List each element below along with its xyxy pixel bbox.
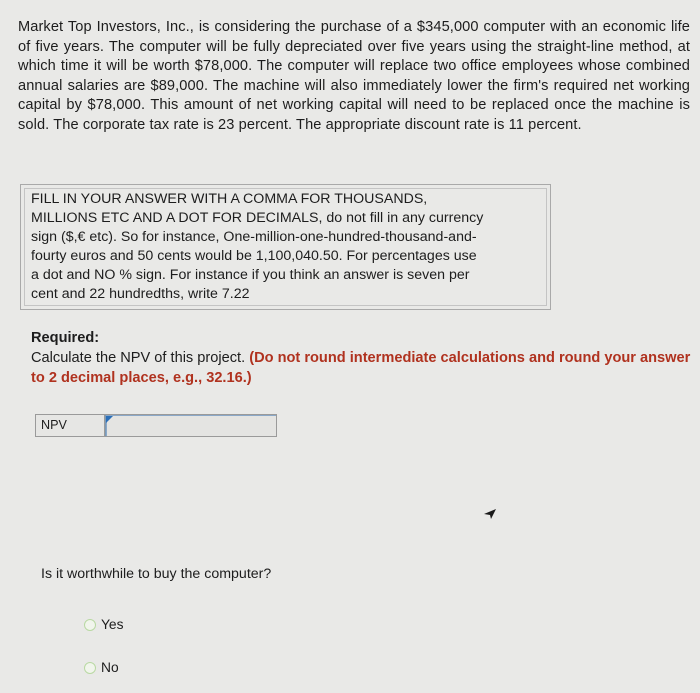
required-instruction: Calculate the NPV of this project. xyxy=(31,350,246,366)
worthwhile-question: Is it worthwhile to buy the computer? xyxy=(41,566,272,582)
mouse-cursor-icon xyxy=(483,506,497,520)
instruction-line: fourty euros and 50 cents would be 1,100,040.50. For percentages use xyxy=(31,248,477,264)
npv-input[interactable] xyxy=(105,415,276,436)
instruction-text xyxy=(24,188,547,306)
instruction-line: FILL IN YOUR ANSWER WITH A COMMA FOR THOUSANDS, xyxy=(31,191,428,207)
radio-label-yes: Yes xyxy=(101,617,124,632)
radio-option-no[interactable] xyxy=(84,660,119,675)
npv-answer-row xyxy=(35,414,277,437)
radio-label-no: No xyxy=(101,660,119,675)
npv-label: NPV xyxy=(36,415,105,436)
npv-input-wrap xyxy=(105,415,276,436)
required-label: Required: xyxy=(31,330,100,346)
required-text xyxy=(31,349,691,388)
input-corner-marker-icon xyxy=(106,416,113,423)
instruction-box xyxy=(20,184,551,310)
instruction-line: sign ($,€ etc). So for instance, One-million-one-hundred-thousand-and- xyxy=(31,229,477,245)
radio-circle-icon[interactable] xyxy=(84,662,96,674)
radio-option-yes[interactable] xyxy=(84,617,124,632)
rounding-note: (Do not round intermediate calculations and round your answer to 2 decimal places, e.g., 32.16.) xyxy=(31,350,691,386)
instruction-line: a dot and NO % sign. For instance if you think an answer is seven per xyxy=(31,267,470,283)
instruction-line: cent and 22 hundredths, write 7.22 xyxy=(31,286,250,302)
problem-statement: Market Top Investors, Inc., is considering the purchase of a $345,000 computer with an economic life of five years. The computer will be fully depreciated over five years using the straight-line method, at which time it will be worth $78,000. The computer will replace two office employees whose combined annual salaries are $89,000. The machine will also immediately lower the firm's required net working capital by $78,000. This amount of net working capital will need to be replaced once the machine is sold. The corporate tax rate is 23 percent. The appropriate discount rate is 11 percent. xyxy=(18,19,690,133)
radio-circle-icon[interactable] xyxy=(84,619,96,631)
instruction-line: MILLIONS ETC AND A DOT FOR DECIMALS, do not fill in any currency xyxy=(31,210,484,226)
